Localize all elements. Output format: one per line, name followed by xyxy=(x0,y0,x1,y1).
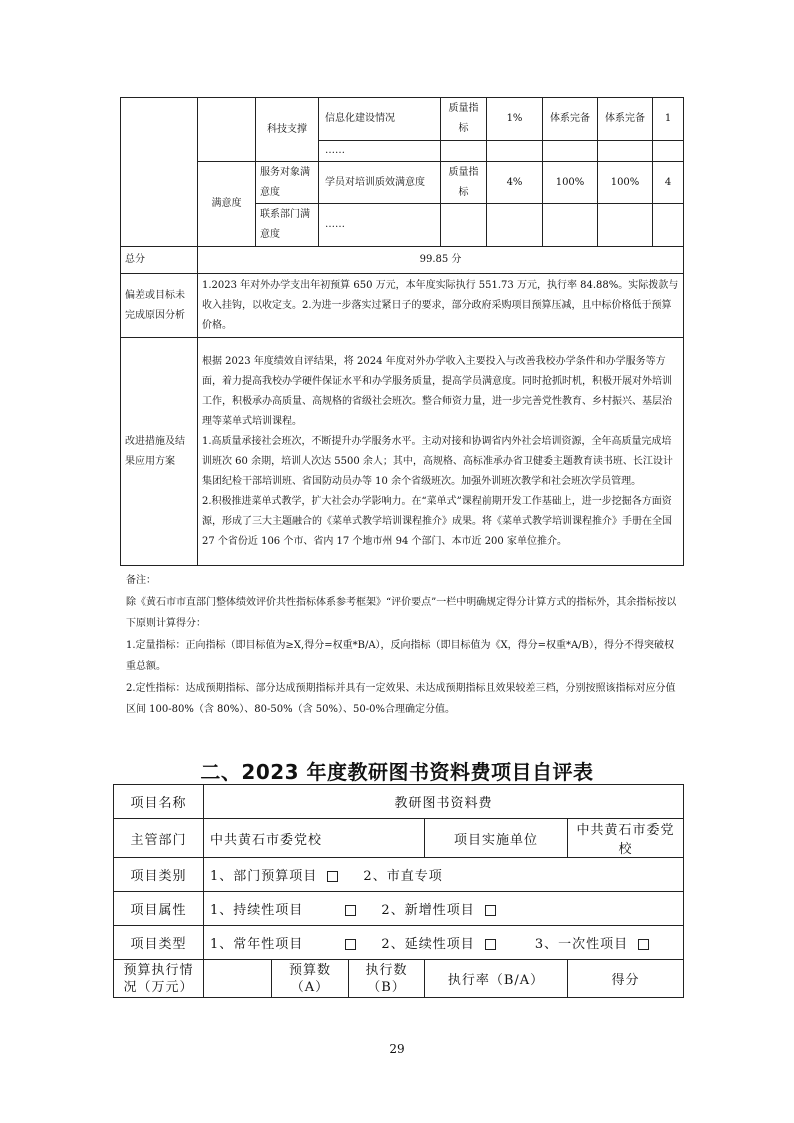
budget-a-label: 预算数（A） xyxy=(272,960,349,998)
weight-cell: 4% xyxy=(487,162,543,204)
project-name-label: 项目名称 xyxy=(114,785,204,819)
actual-cell: 体系完备 xyxy=(598,98,653,141)
weight-cell: 1% xyxy=(487,98,543,141)
type-option-label: 1、常年性项目 xyxy=(210,937,304,952)
ellipsis-cell: …… xyxy=(319,204,441,247)
performance-table xyxy=(120,97,684,566)
score-cell: 4 xyxy=(653,162,684,204)
improve-label: 改进措施及结果应用方案 xyxy=(121,338,198,566)
tech-support-label: 科技支撑 xyxy=(256,98,319,162)
improve-cell xyxy=(198,338,684,566)
service-target-satisfaction-label: 服务对象满意度 xyxy=(256,162,319,204)
dept-value: 中共黄石市委党校 xyxy=(204,819,425,858)
type-options xyxy=(204,926,684,960)
deviation-text: 1.2023 年对外办学支出年初预算 650 万元，本年度实际执行 551.73 万元，执行率 84.88%。实际拨款与收入挂钩，以收定支。2.为进一步落实过紧日子的要求，部分政府采购项目预算压减，且中标价格低于预算价格。 xyxy=(198,274,684,338)
type-option-label: 2、延续性项目 xyxy=(381,937,475,952)
quality-indicator-cell: 质量指标 xyxy=(441,98,487,141)
quality-indicator-cell: 质量指标 xyxy=(441,162,487,204)
checkbox[interactable] xyxy=(638,939,649,950)
notes-line: 1.定量指标：正向指标（即目标值为≥X,得分=权重*B/A），反向指标（即目标值为《X，得分=权重*A/B），得分不得突破权重总额。 xyxy=(126,639,674,672)
target-cell: 100% xyxy=(543,162,598,204)
dept-label: 主管部门 xyxy=(114,819,204,858)
blank-cell xyxy=(204,960,272,998)
deviation-label: 偏差或目标未完成原因分析 xyxy=(121,274,198,338)
blank-cell xyxy=(653,141,684,162)
notes-heading: 备注： xyxy=(126,575,156,586)
project-self-evaluation-table xyxy=(113,784,684,998)
blank-cell xyxy=(653,204,684,247)
score-label: 得分 xyxy=(568,960,684,998)
budget-b-label: 执行数（B） xyxy=(349,960,425,998)
blank-cell xyxy=(543,141,598,162)
student-satisfaction-cell: 学员对培训质效满意度 xyxy=(319,162,441,204)
notes-section xyxy=(126,570,682,721)
attribute-options xyxy=(204,892,684,926)
blank-cell xyxy=(487,204,543,247)
attribute-option-label: 1、持续性项目 xyxy=(210,903,304,918)
checkbox[interactable] xyxy=(327,871,338,882)
type-label: 项目类型 xyxy=(114,926,204,960)
impl-unit-label: 项目实施单位 xyxy=(425,819,568,858)
actual-cell: 100% xyxy=(598,162,653,204)
project-name-value: 教研图书资料费 xyxy=(204,785,684,819)
checkbox[interactable] xyxy=(485,905,496,916)
category-label: 项目类别 xyxy=(114,858,204,892)
page-number: 29 xyxy=(389,1042,405,1056)
info-construction-cell: 信息化建设情况 xyxy=(319,98,441,141)
section-title: 二、2023 年度教研图书资料费项目自评表 xyxy=(200,760,594,784)
target-cell: 体系完备 xyxy=(543,98,598,141)
notes-line: 2.定性指标：达成预期指标、部分达成预期指标并具有一定效果、未达成预期指标且效果较差三档，分别按照该指标对应分值区间 100-80%（含 80%）、80-50%（含 50%）、50-0%合理确定分值。 xyxy=(126,682,676,715)
blank-cell xyxy=(487,141,543,162)
score-cell: 1 xyxy=(653,98,684,141)
improve-paragraph: 根据 2023 年度绩效自评结果，将 2024 年度对外办学收入主要投入与改善我校办学条件和办学服务等方面，着力提高我校办学硬件保证水平和办学服务质量，提高学员满意度。同时抢抓时机，积极开展对外培训工作，积极承办高质量、高规格的省级社会班次。整合师资力量，进一步完善党性教育、乡村振兴、基层治理等菜单式培训课程。 xyxy=(202,355,672,427)
blank-cell xyxy=(543,204,598,247)
blank-cell xyxy=(198,98,256,162)
ellipsis-cell: …… xyxy=(319,141,441,162)
improve-paragraph: 2.积极推进菜单式教学，扩大社会办学影响力。在“菜单式”课程前期开发工作基础上，进一步挖掘各方面资源，形成了三大主题融合的《菜单式教学培训课程推介》成果。将《菜单式教学培训课程推介》手册在全国 27 个省份近 106 个市、省内 17 个地市州 94 个部门、本市近 200 家单位推介。 xyxy=(202,495,672,547)
blank-cell xyxy=(441,141,487,162)
type-option-label: 3、一次性项目 xyxy=(534,937,629,952)
dept-satisfaction-label: 联系部门满意度 xyxy=(256,204,319,247)
blank-cell xyxy=(598,141,653,162)
rate-label: 执行率（B/A） xyxy=(425,960,568,998)
total-label: 总分 xyxy=(121,247,198,274)
category-options xyxy=(204,858,684,892)
blank-cell xyxy=(121,98,198,247)
attribute-option-label: 2、新增性项目 xyxy=(381,903,475,918)
category-option-label: 2、市直专项 xyxy=(363,869,443,884)
improve-paragraph: 1.高质量承接社会班次，不断提升办学服务水平。主动对接和协调省内外社会培训资源，全年高质量完成培训班次 60 余期，培训人次达 5500 余人；其中，高规格、高标准承办省卫健委主题教育读书班、长江设计集团纪检干部培训班、省国防动员办等 10 余个省级班次。加强外训班次教学和社会班次学员管理。 xyxy=(202,435,673,487)
blank-cell xyxy=(598,204,653,247)
notes-line: 除《黄石市市直部门整体绩效评价共性指标体系参考框架》“评价要点”一栏中明确规定得分计算方式的指标外，其余指标按以下原则计算得分： xyxy=(126,596,677,629)
total-value: 99.85 分 xyxy=(198,247,684,274)
attribute-label: 项目属性 xyxy=(114,892,204,926)
budget-label: 预算执行情况（万元） xyxy=(114,960,204,998)
checkbox[interactable] xyxy=(485,939,496,950)
checkbox[interactable] xyxy=(345,939,356,950)
impl-unit-value: 中共黄石市委党校 xyxy=(568,819,684,858)
blank-cell xyxy=(441,204,487,247)
checkbox[interactable] xyxy=(345,905,356,916)
category-option-label: 1、部门预算项目 xyxy=(210,869,318,884)
satisfaction-label: 满意度 xyxy=(198,162,256,247)
